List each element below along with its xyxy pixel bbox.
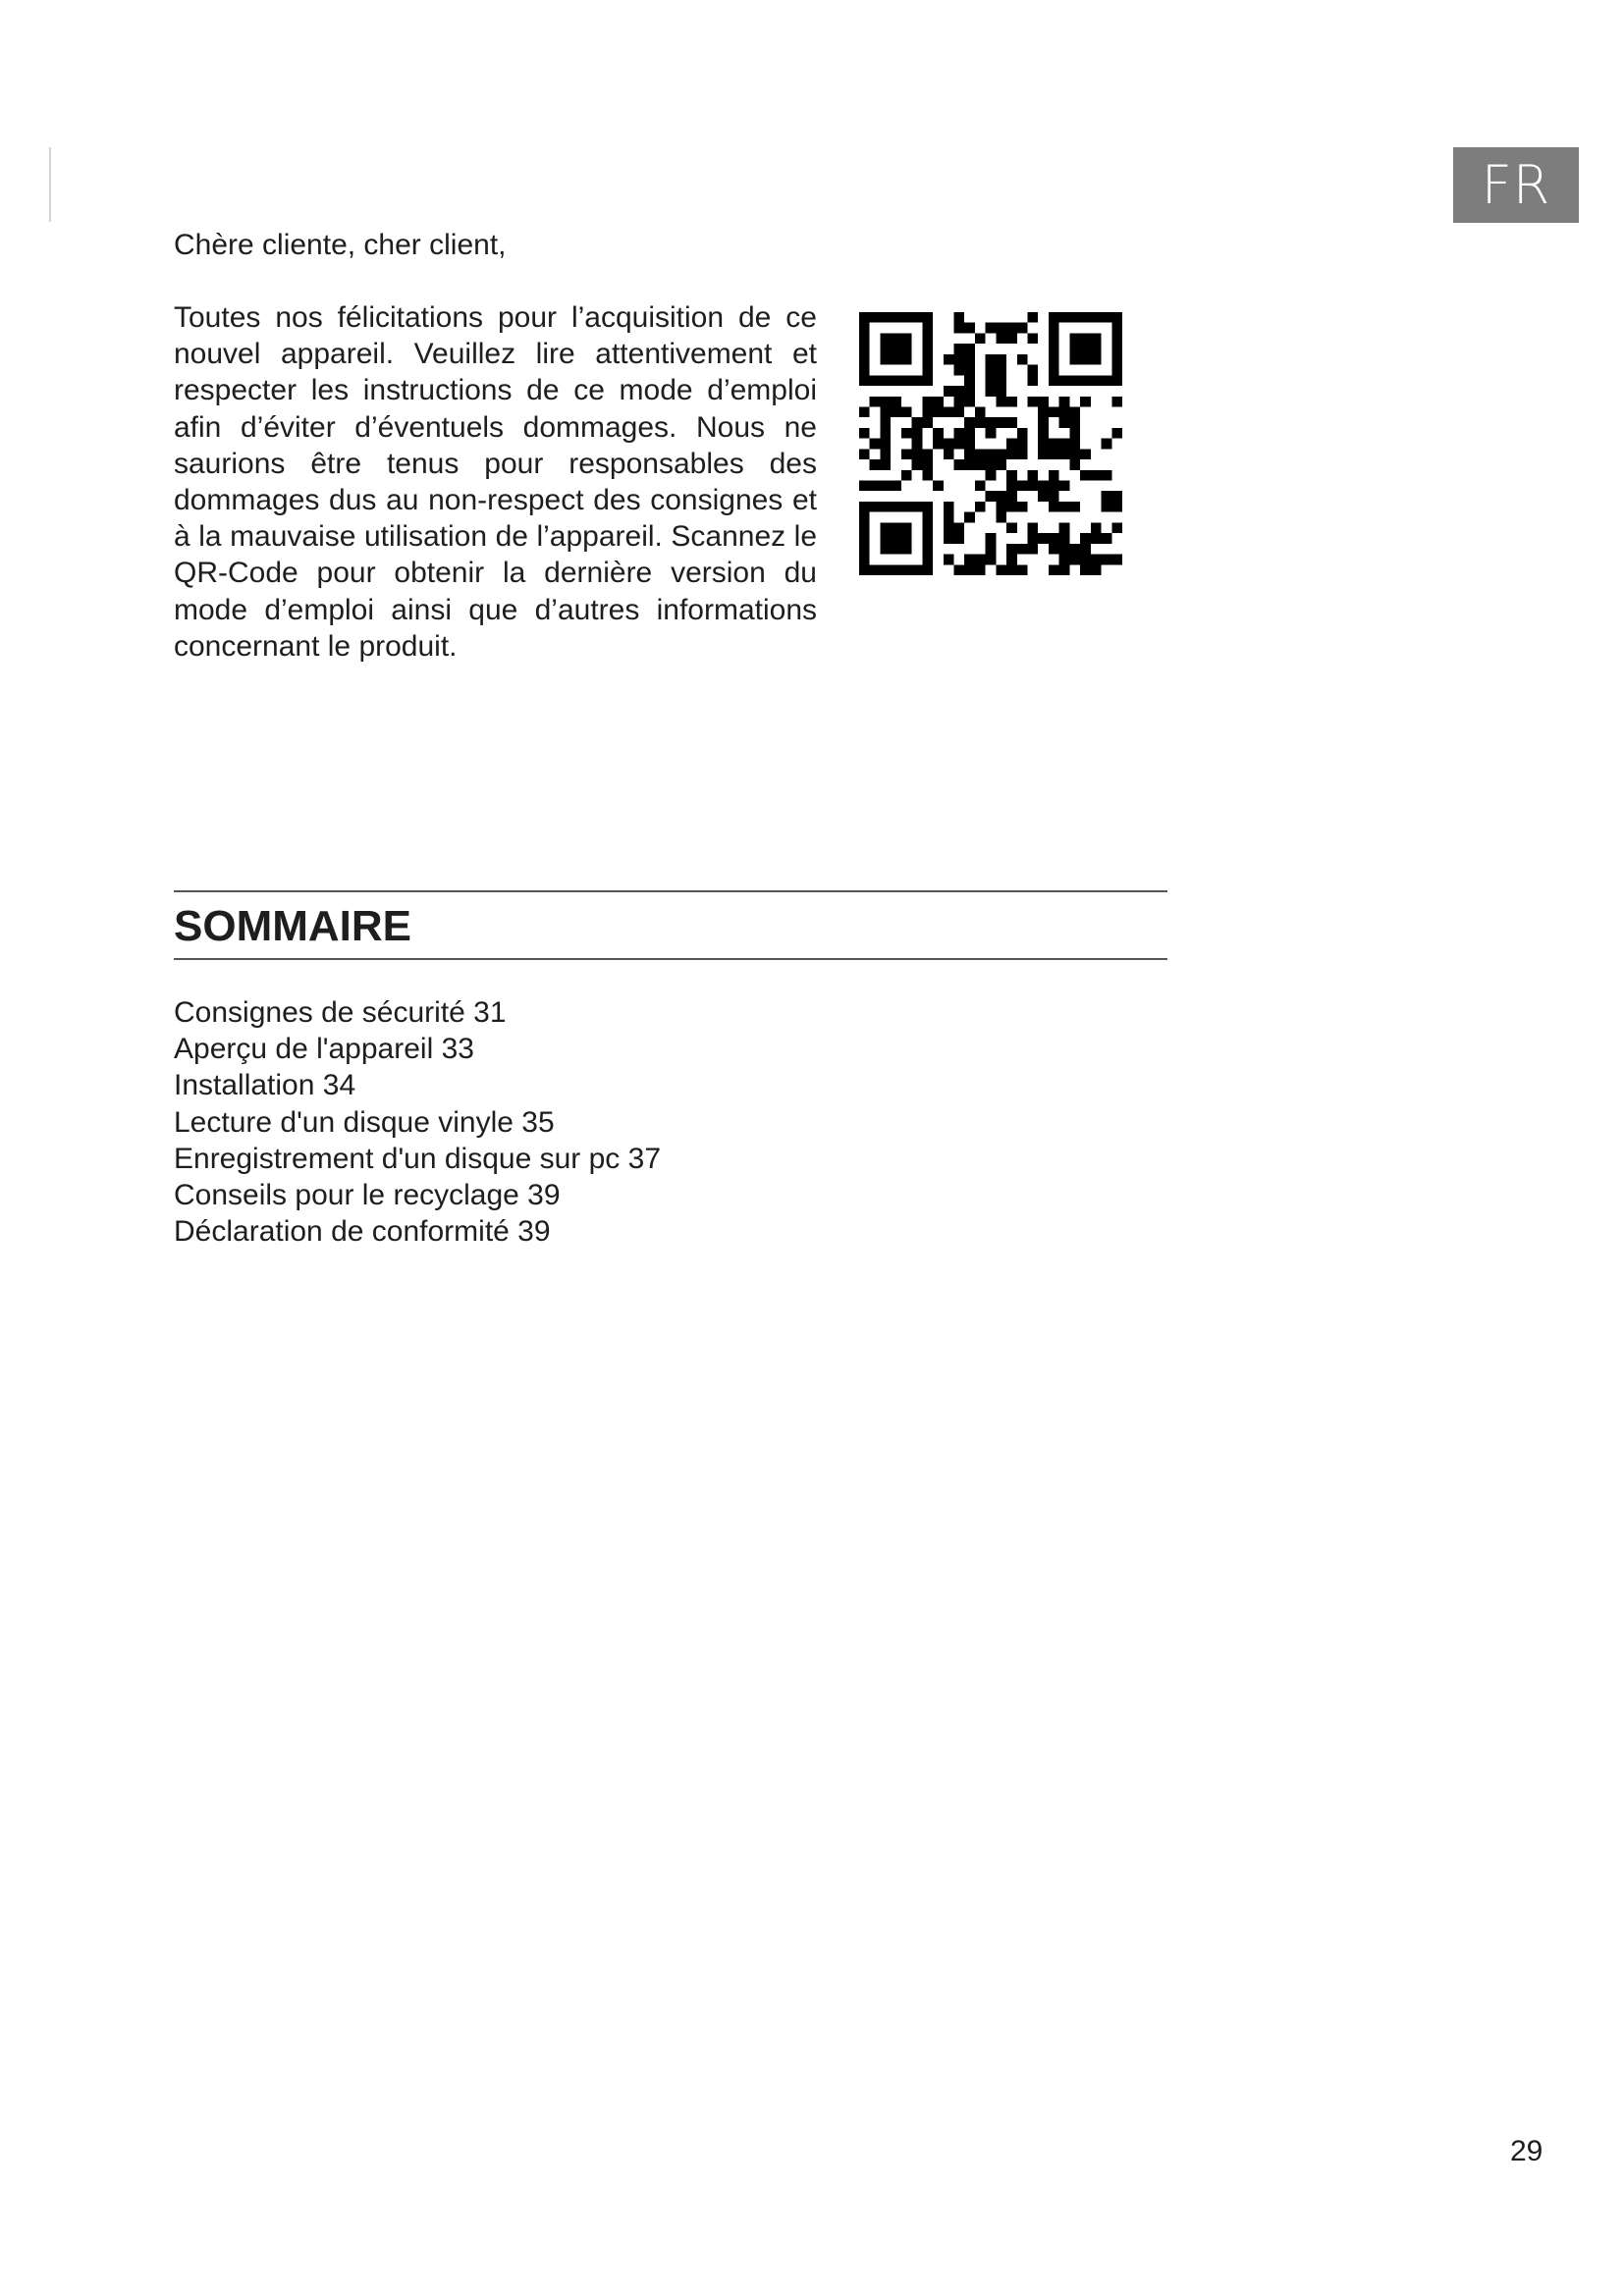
page-number: 29 <box>1510 2135 1543 2167</box>
margin-rule <box>49 147 51 222</box>
qr-code-icon[interactable] <box>859 312 1122 575</box>
toc-item: Conseils pour le recyclage 39 <box>174 1179 561 1212</box>
toc-rule-bottom <box>174 958 1167 960</box>
language-tab: FR <box>1453 147 1579 223</box>
intro-paragraph: Toutes nos félicitations pour l’acquisition de ce nouvel appareil. Veuillez lire attentivement et respecter les instructions de ce mode d’emploi afin d’éviter d’éventuels dommages. Nous ne saurions être tenus pour responsables des dommages dus au non-respect des consignes et à la mauvaise utilisation de l’appareil. Scannez le QR-Code pour obtenir la dernière version du mode d’emploi ainsi que d’autres informations concernant le produit. <box>174 301 817 663</box>
toc-item: Enregistrement d'un disque sur pc 37 <box>174 1142 662 1175</box>
toc-item: Déclaration de conformité 39 <box>174 1215 551 1249</box>
toc-item: Lecture d'un disque vinyle 35 <box>174 1105 555 1139</box>
toc-list <box>174 994 661 1250</box>
toc-item: Aperçu de l'appareil 33 <box>174 1033 474 1066</box>
toc-item: Installation 34 <box>174 1069 356 1102</box>
toc-title: SOMMAIRE <box>174 902 411 950</box>
toc-rule-top <box>174 890 1167 892</box>
greeting: Chère cliente, cher client, <box>174 229 507 261</box>
toc-item: Consignes de sécurité 31 <box>174 996 507 1029</box>
